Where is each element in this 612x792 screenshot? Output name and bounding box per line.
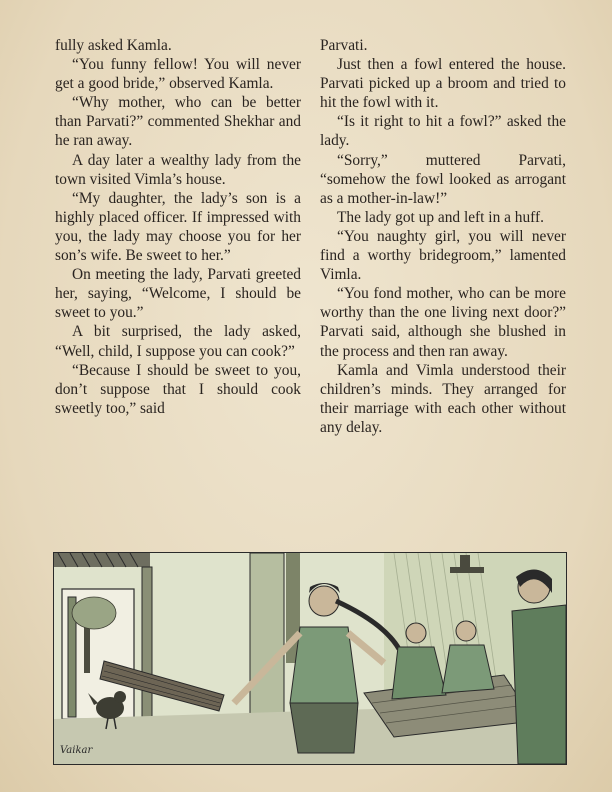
paragraph: A day later a wealthy lady from the town visited Vimla’s house. (55, 151, 301, 188)
paragraph: Just then a fowl entered the house. Parvati picked up a broom and tried to hit the fowl with it. (320, 56, 566, 112)
paragraph: A bit surprised, the lady asked, “Well, child, I suppose you can cook?” (55, 323, 301, 360)
paragraph: “Because I should be sweet to you, don’t suppose that I should cook sweetly too,” said (55, 361, 301, 417)
right-text-column (320, 36, 566, 437)
paragraph: Kamla and Vimla understood their children’s minds. They arranged for their marriage with each other without any delay. (320, 361, 566, 436)
paragraph: “Is it right to hit a fowl?” asked the lady. (320, 113, 566, 150)
paragraph: “My daughter, the lady’s son is a highly placed officer. If impressed with you, the lady may choose you for her son’s wife. Be sweet to her.” (55, 189, 301, 265)
artist-signature: Vaikar (60, 745, 93, 756)
paragraph: On meeting the lady, Parvati greeted her, saying, “Welcome, I should be sweet to you.” (55, 266, 301, 322)
paragraph: “You funny fellow! You will never get a good bride,” observed Kamla. (55, 56, 301, 93)
left-text-column (55, 36, 301, 418)
paragraph: “You naughty girl, you will never find a worthy bridegroom,” lamented Vimla. (320, 227, 566, 284)
paragraph: Parvati. (320, 37, 368, 54)
story-illustration (53, 552, 567, 765)
paragraph: The lady got up and left in a huff. (337, 208, 545, 226)
paragraph: “Sorry,” muttered Parvati, “somehow the fowl looked as arrogant as a mother-in-law!” (320, 151, 566, 207)
paragraph: “Why mother, who can be better than Parvati?” commented Shekhar and he ran away. (55, 94, 301, 150)
paragraph: “You fond mother, who can be more worthy than the one living next door?” Parvati said, although she blushed in the process and then ran away. (320, 285, 566, 360)
paragraph: fully asked Kamla. (55, 37, 172, 54)
